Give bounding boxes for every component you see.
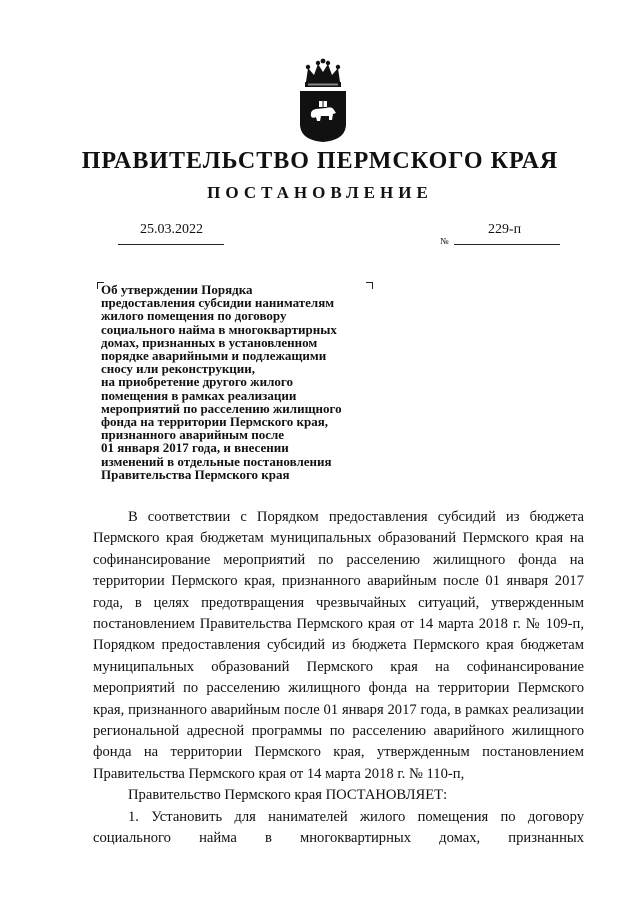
document-number: 229-п — [488, 222, 522, 237]
document-title: Об утверждении Порядка предоставления субсидии нанимателям жилого помещения по договору социального найма в многоквартирных домах, признанных в установленном порядке аварийными и подлежащими сносу или реконструкции, на приобретение другого жилого помещения в рамках реализации мероприятий по расселению жилищного фонда на территории Пермского края, признанного аварийным после 01 января 2017 года, и внесении изменений в отдельные постановления Правительства Пермского края — [101, 282, 342, 482]
body-paragraph: 1. Установить для нанимателей жилого помещения по договору социального найма в многоквартирных домах, признанных — [93, 808, 584, 847]
body-paragraph: Правительство Пермского края ПОСТАНОВЛЯЕТ: — [128, 787, 448, 804]
number-sign: № — [440, 236, 449, 246]
perm-krai-coat-of-arms-icon — [296, 58, 350, 144]
number-underline — [454, 244, 560, 245]
date-underline — [118, 244, 224, 245]
body-paragraph: В соответствии с Порядком предоставления субсидий из бюджета Пермского края бюджетам муниципальных образований Пермского края на софинансирование мероприятий по расселению жилищного фонда на территории Пермского края, признанного аварийным после 01 января 2017 года, в целях предотвращения чрезвычайных ситуаций, утвержденным постановлением Правительства Пермского края от 14 марта 2018 г. № 109-п, Порядком предоставления субсидий из бюджета Пермского края бюджетам муниципальных образований Пермского края на софинансирование мероприятий по расселению жилищного фонда на территории Пермского края, признанного аварийным после 01 января 2017 года, в рамках реализации региональной адресной программы по расселению аварийного жилищного фонда на территории Пермского края, утвержденным постановлением Правительства Пермского края от 14 марта 2018 г. № 110-п, — [93, 509, 584, 782]
document-type: ПОСТАНОВЛЕНИЕ — [207, 183, 433, 202]
government-name: ПРАВИТЕЛЬСТВО ПЕРМСКОГО КРАЯ — [81, 148, 559, 174]
document-date: 25.03.2022 — [140, 222, 203, 237]
document-body — [93, 507, 584, 850]
